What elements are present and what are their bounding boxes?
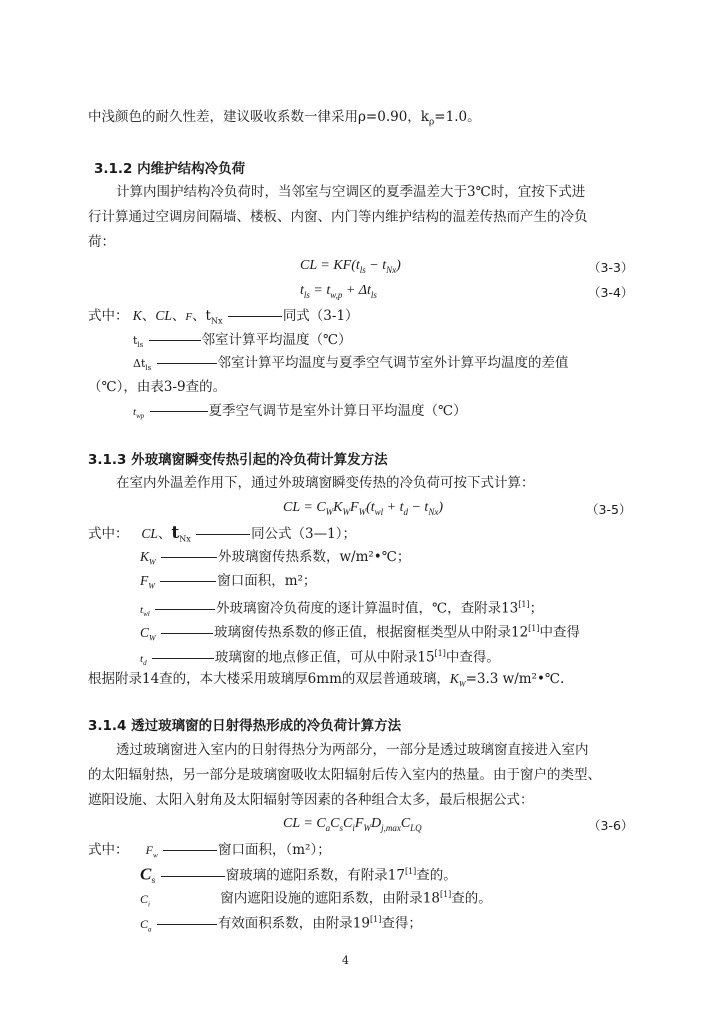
equation-number: （3-3） [588,260,634,275]
symbol-definition: 式中： K、CL、F、$t_{Nx}$ 同式（3-1） [88,308,359,326]
paragraph-line: 荷： [88,234,115,250]
paragraph-line: 透过玻璃窗进入室内的日射得热分为两部分，一部分是透过玻璃窗直接进入室内 [116,742,589,758]
equation-3-3: CL = $KF(t_{ls} - t_{Nx})$ [300,258,401,275]
paragraph-line: 的太阳辐射热，另一部分是玻璃窗吸收太阳辐射后传入室内的热量。由于窗户的类型、 [88,767,601,783]
page-number: 4 [342,954,349,967]
symbol-definition: $t_{wp}$ 夏季空气调节是室外计算日平均温度（℃） [133,403,467,421]
equation-number: （3-5） [586,502,632,517]
text-line: 中浅颜色的耐久性差，建议吸收系数一律采用ρ=0.90，$k_\rho=1.0$。 [88,109,481,128]
symbol-definition: $C_i$ 窗内遮阳设施的遮阳系数，由附录18[1]查的。 [140,890,492,908]
symbol-definition: $C_a$ 有效面积系数，由附录19[1]查得； [140,915,422,933]
text-line: （℃），由表3-9查的。 [88,379,227,395]
equation-3-5: CL = $C_WK_WF_W(t_{wl} + t_d - t_{Nx})$ [283,500,443,517]
paragraph-line: 根据附录14查的，本大楼采用玻璃厚6mm的双层普通玻璃，$K_W=3.3$ w/m²•℃. [88,671,565,689]
symbol-definition: $t_d$ 玻璃窗的地点修正值，可从中附录15[1]中查得。 [140,649,500,667]
symbol-definition: $t_{ls}$ 邻室计算平均温度（℃） [133,332,352,350]
symbol-definition: $\Delta t_{ls}$ 邻室计算平均温度与夏季空气调节室外计算平均温度的差值 [133,355,569,373]
symbol-definition: $C_s$ 窗玻璃的遮阳系数，有附录17[1]查的。 [140,864,457,886]
section-heading-3-1-4: 3.1.4 透过玻璃窗的日射得热形成的冷负荷计算方法 [88,718,402,734]
equation-number: （3-4） [588,285,634,300]
section-heading-3-1-2: 3.1.2 内维护结构冷负荷 [94,161,246,177]
equation-3-6: CL = $C_aC_sC_iF_WD_{j,max}C_{LQ}$ [283,816,422,833]
equation-number: （3-6） [588,818,634,833]
paragraph-line: 在室内外温差作用下，通过外玻璃窗瞬变传热的冷负荷可按下式计算： [116,475,535,491]
paragraph-line: 行计算通过空调房间隔墙、楼板、内窗、内门等内维护结构的温差传热而产生的冷负 [88,209,588,225]
paragraph-line: 遮阳设施、太阳入射角及太阳辐射等因素的各种组合太多，最后根据公式： [88,792,534,808]
symbol-definition: 式中： CL、$t_{Nx}$ 同公式（3—1）； [88,523,356,544]
symbol-definition: $K_W$ 外玻璃窗传热系数，w/m²•℃； [140,549,411,567]
section-heading-3-1-3: 3.1.3 外玻璃窗瞬变传热引起的冷负荷计算发方法 [88,452,388,468]
symbol-definition: $F_W$ 窗口面积，m²； [140,573,317,591]
symbol-definition: $C_W$ 玻璃窗传热系数的修正值，根据窗框类型从中附录12[1]中查得 [140,624,581,643]
symbol-definition: $t_{wl}$ 外玻璃窗冷负荷度的逐计算温时值，℃，查附录13[1]； [140,600,544,618]
equation-3-4: $t_{ls} = t_{w,p} + \Delta t_{ls}$ [300,283,377,300]
paragraph-line: 计算内围护结构冷负荷时，当邻室与空调区的夏季温差大于3℃时，宜按下式进 [116,184,586,200]
symbol-definition: 式中： $F_w$ 窗口面积，（m²）； [88,842,331,860]
